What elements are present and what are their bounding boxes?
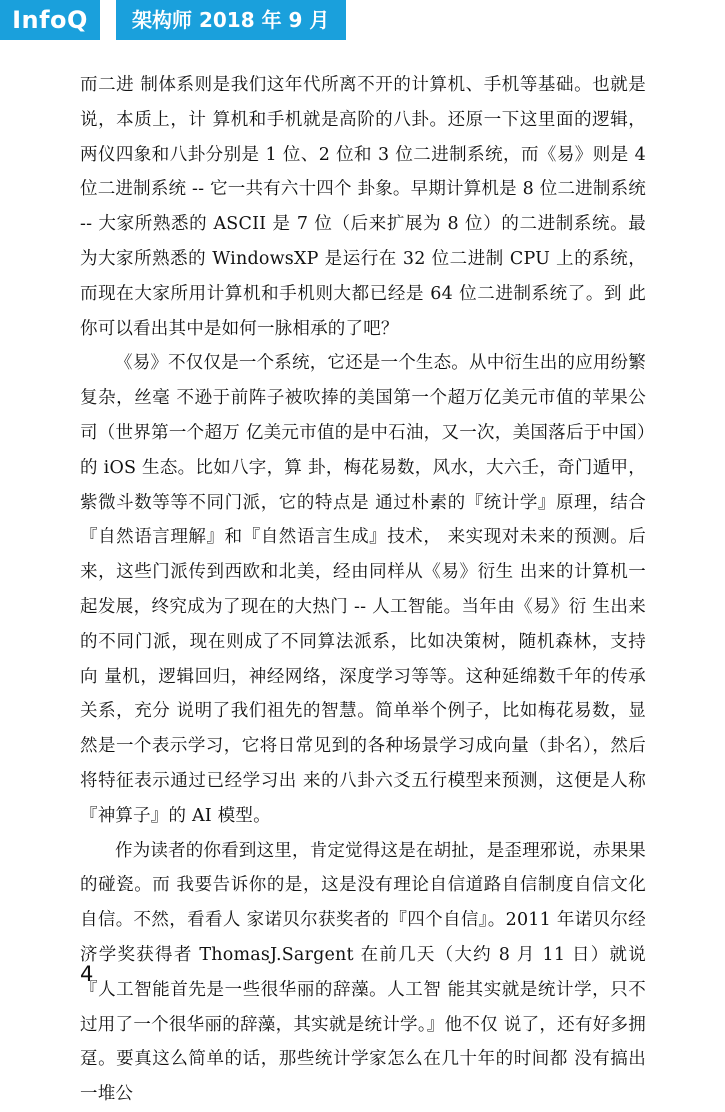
- paragraph-1: 而二进 制体系则是我们这年代所离不开的计算机、手机等基础。也就是说，本质上，计 算机和手机就是高阶的八卦。还原一下这里面的逻辑，两仪四象和八卦分别是 1 位、2 位和 3 位二进制系统，而《易》则是 4 位二进制系统 -- 它一共有六十四个 卦象。早期计算机是 8 位二进制系统 -- 大家所熟悉的 ASCII 是 7 位（后来扩展为 8 位）的二进制系统。最为大家所熟悉的 WindowsXP 是运行在 32 位二进制 CPU 上的系统，而现在大家所用计算机和手机则大都已经是 64 位二进制系统了。到 此你可以看出其中是如何一脉相承的了吧？: [80, 75, 646, 339]
- paragraph-2: 《易》不仅仅是一个系统，它还是一个生态。从中衍生出的应用纷繁复杂，丝毫 不逊于前阵子被吹捧的美国第一个超万亿美元市值的苹果公司（世界第一个超万 亿美元市值的是中石油，又一次，美国落后于中国）的 iOS 生态。比如八字，算 卦，梅花易数，风水，大六壬，奇门遁甲，紫微斗数等等不同门派，它的特点是 通过朴素的『统计学』原理，结合『自然语言理解』和『自然语言生成』技术， 来实现对未来的预测。后来，这些门派传到西欧和北美，经由同样从《易》衍生 出来的计算机一起发展，终究成为了现在的大热门 -- 人工智能。当年由《易》衍 生出来的不同门派，现在则成了不同算法派系，比如决策树，随机森林，支持向 量机，逻辑回归，神经网络，深度学习等等。这种延绵数千年的传承关系，充分 说明了我们祖先的智慧。简单举个例子，比如梅花易数，显然是一个表示学习，它将日常见到的各种场景学习成向量（卦名），然后将特征表示通过已经学习出 来的八卦六爻五行模型来预测，这便是人称『神算子』的 AI 模型。: [80, 353, 646, 826]
- page-header: [0, 0, 725, 40]
- paragraph-3: 作为读者的你看到这里，肯定觉得这是在胡扯，是歪理邪说，赤果果的碰瓷。而 我要告诉你的是，这是没有理论自信道路自信制度自信文化自信。不然，看看人 家诺贝尔获奖者的『四个自信』。2011 年诺贝尔经济学奖获得者 ThomasJ.Sargent 在前几天（大约 8 月 11 日）就说『人工智能首先是一些很华丽的辞藻。人工智 能其实就是统计学，只不过用了一个很华丽的辞藻，其实就是统计学。』他不仅 说了，还有好多拥趸。要真这么简单的话，那些统计学家怎么在几十年的时间都 没有搞出一堆公: [80, 840, 646, 1105]
- issue-title: 架构师 2018 年 9 月: [116, 0, 346, 40]
- article-body: [80, 68, 646, 1112]
- page-number: 4: [80, 962, 94, 986]
- infoq-logo: InfoQ: [0, 0, 100, 40]
